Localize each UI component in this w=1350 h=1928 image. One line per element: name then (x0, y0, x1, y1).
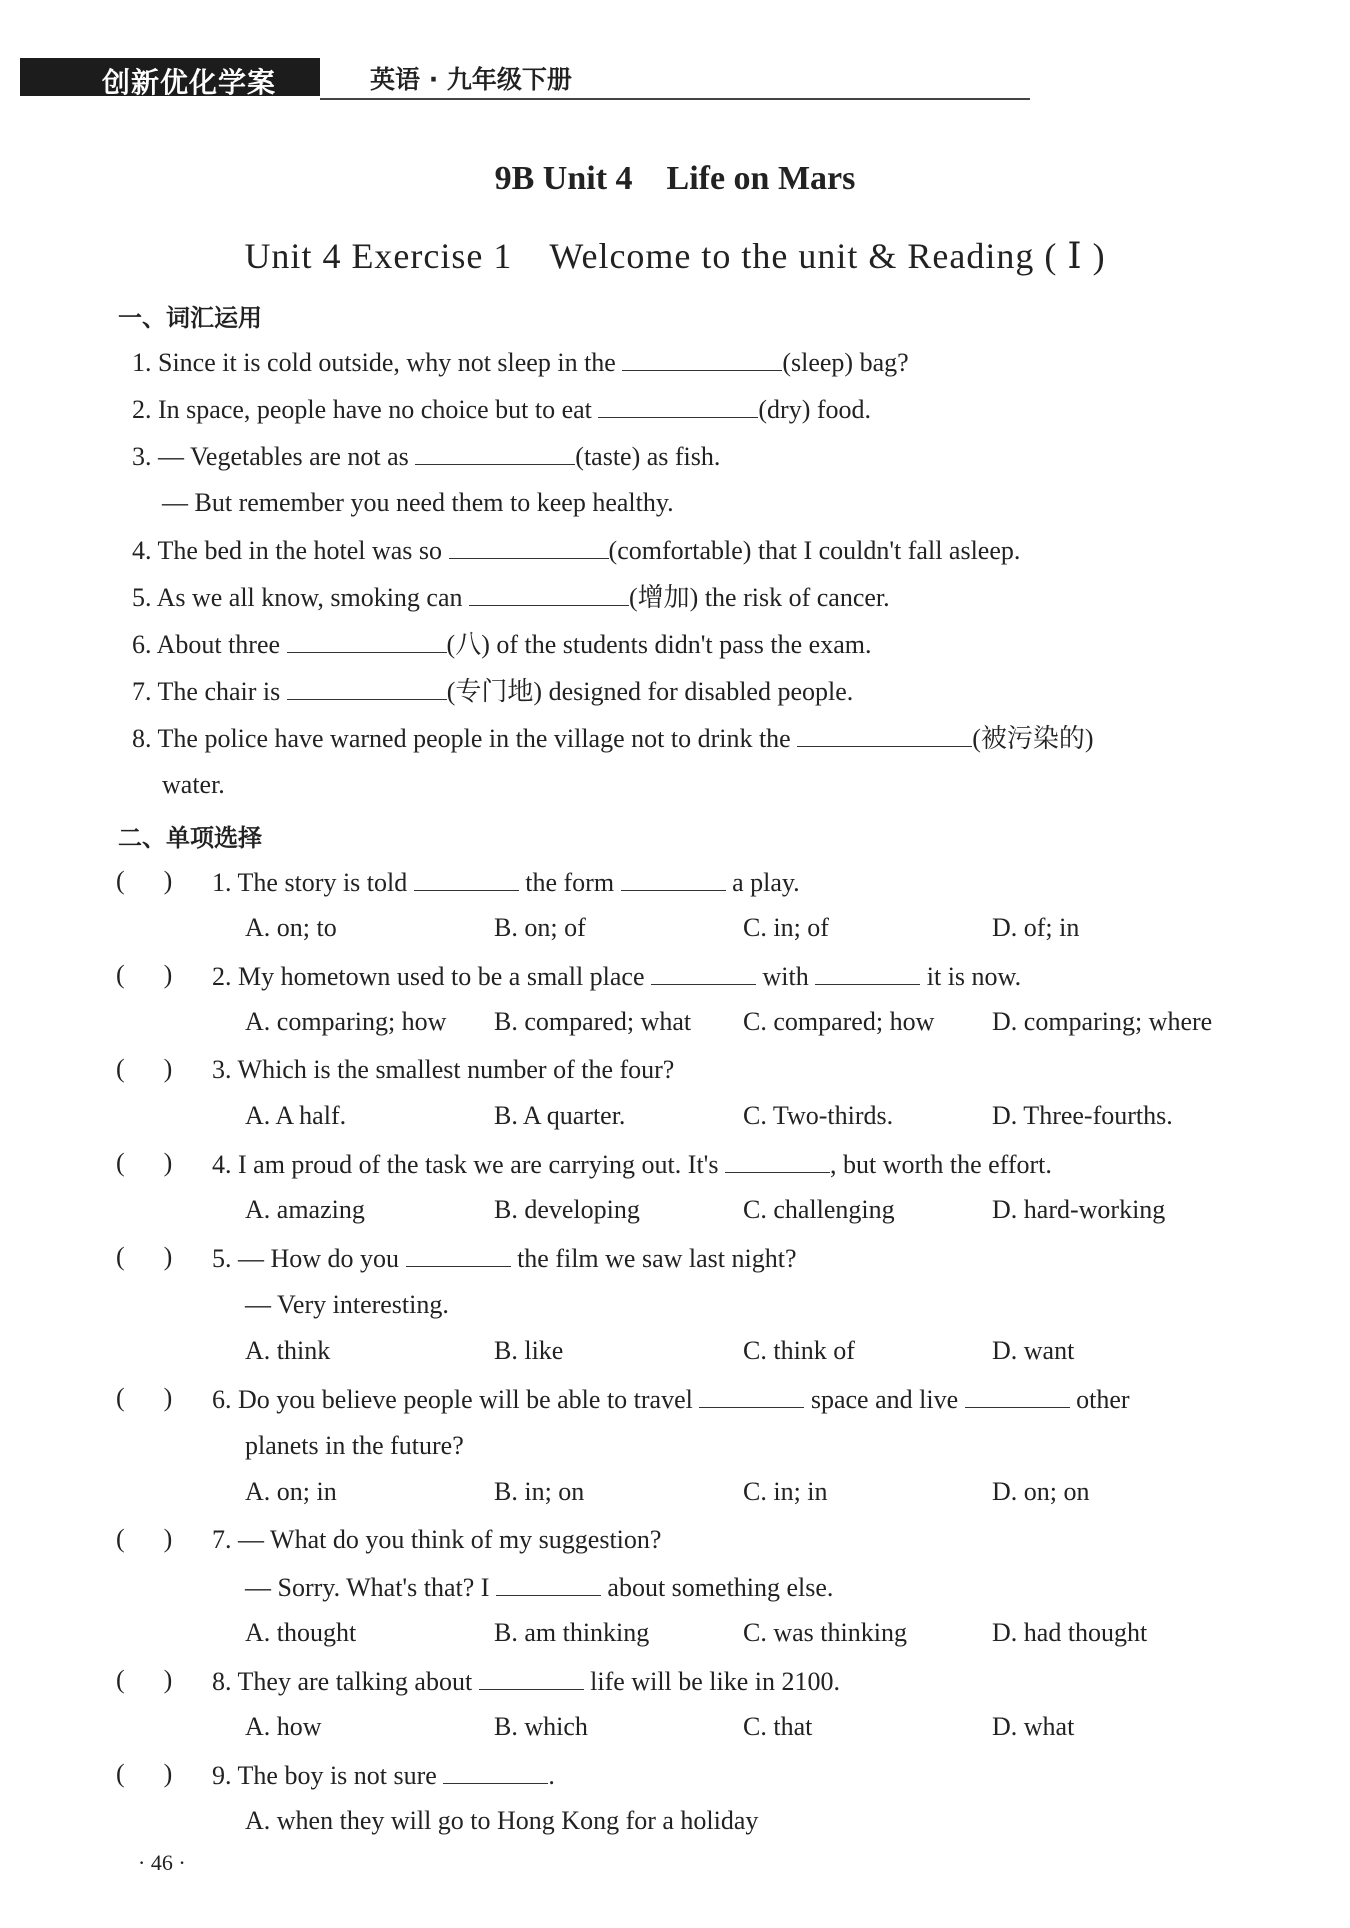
option-b[interactable]: B. in; on (494, 1477, 585, 1506)
option-c[interactable]: C. compared; how (743, 1007, 935, 1036)
mc-question-9: 9. The boy is not sure . (212, 1761, 555, 1790)
option-a[interactable]: A. on; to (245, 913, 337, 942)
answer-blank (725, 1148, 830, 1173)
mc-question-7: 7. — What do you think of my suggestion? (212, 1525, 662, 1554)
vocab-question-8: 8. The police have warned people in the village not to drink the (被污染的) (132, 724, 1094, 753)
option-b[interactable]: B. which (494, 1712, 588, 1741)
mc-question-4: 4. I am proud of the task we are carrying out. It's , but worth the effort. (212, 1150, 1052, 1179)
answer-blank[interactable] (415, 440, 575, 465)
answer-blank[interactable] (469, 581, 629, 606)
answer-bracket[interactable]: ( ) (116, 960, 173, 989)
unit-title: 9B Unit 4 Life on Mars (494, 160, 856, 197)
option-c[interactable]: C. think of (743, 1336, 855, 1365)
option-a[interactable]: A. thought (245, 1618, 357, 1647)
option-d[interactable]: D. had thought (992, 1618, 1148, 1647)
exercise-title: Unit 4 Exercise 1 Welcome to the unit & Reading ( Ⅰ ) (244, 236, 1106, 276)
mc-question-5-reply: — Very interesting. (245, 1290, 449, 1319)
answer-blank[interactable] (598, 393, 758, 418)
option-d[interactable]: D. comparing; where (992, 1007, 1213, 1036)
answer-bracket[interactable]: ( ) (116, 1524, 173, 1553)
option-d[interactable]: D. of; in (992, 913, 1080, 942)
option-a[interactable]: A. when they will go to Hong Kong for a holiday (245, 1806, 759, 1835)
vocab-question-2: 2. In space, people have no choice but to eat (dry) food. (132, 395, 872, 424)
mc-question-6-cont: planets in the future? (245, 1431, 464, 1460)
answer-blank (414, 866, 519, 891)
answer-blank (965, 1383, 1070, 1408)
mc-question-5: 5. — How do you the film we saw last night? (212, 1244, 797, 1273)
section2-title: 二、单项选择 (118, 824, 262, 852)
answer-blank (479, 1665, 584, 1690)
option-d[interactable]: D. what (992, 1712, 1075, 1741)
page-number: · 46 · (138, 1850, 186, 1875)
option-c[interactable]: C. was thinking (743, 1618, 907, 1647)
option-d[interactable]: D. hard-working (992, 1195, 1166, 1224)
vocab-question-1: 1. Since it is cold outside, why not sleep in the (sleep) bag? (132, 348, 909, 377)
answer-bracket[interactable]: ( ) (116, 1242, 173, 1271)
vocab-question-3-reply: — But remember you need them to keep healthy. (162, 488, 674, 517)
answer-blank[interactable] (622, 346, 782, 371)
option-c[interactable]: C. in; of (743, 913, 829, 942)
option-d[interactable]: D. Three-fourths. (992, 1101, 1173, 1130)
option-d[interactable]: D. on; on (992, 1477, 1090, 1506)
option-a[interactable]: A. A half. (245, 1101, 347, 1130)
mc-question-3: 3. Which is the smallest number of the four? (212, 1055, 675, 1084)
header-brand-bar (20, 58, 320, 99)
option-a[interactable]: A. amazing (245, 1195, 365, 1224)
vocab-question-5: 5. As we all know, smoking can (增加) the risk of cancer. (132, 583, 890, 612)
vocab-question-7: 7. The chair is (专门地) designed for disabled people. (132, 677, 854, 706)
vocab-question-6: 6. About three (八) of the students didn't pass the exam. (132, 630, 872, 659)
answer-blank (815, 960, 920, 985)
vocab-question-3: 3. — Vegetables are not as (taste) as fish. (132, 442, 721, 471)
option-b[interactable]: B. compared; what (494, 1007, 692, 1036)
answer-blank (621, 866, 726, 891)
vocab-question-4: 4. The bed in the hotel was so (comfortable) that I couldn't fall asleep. (132, 536, 1021, 565)
option-b[interactable]: B. like (494, 1336, 564, 1365)
option-c[interactable]: C. Two-thirds. (743, 1101, 894, 1130)
answer-bracket[interactable]: ( ) (116, 1759, 173, 1788)
answer-blank[interactable] (287, 628, 447, 653)
option-c[interactable]: C. in; in (743, 1477, 828, 1506)
answer-blank[interactable] (287, 675, 447, 700)
option-b[interactable]: B. on; of (494, 913, 586, 942)
option-c[interactable]: C. that (743, 1712, 813, 1741)
answer-bracket[interactable]: ( ) (116, 1665, 173, 1694)
answer-bracket[interactable]: ( ) (116, 866, 173, 895)
option-b[interactable]: B. am thinking (494, 1618, 650, 1647)
mc-question-1: 1. The story is told the form a play. (212, 868, 800, 897)
header-divider (320, 98, 1030, 100)
answer-blank (406, 1242, 511, 1267)
option-a[interactable]: A. how (245, 1712, 322, 1741)
answer-blank (651, 960, 756, 985)
answer-blank (443, 1759, 548, 1784)
answer-blank (699, 1383, 804, 1408)
option-b[interactable]: B. A quarter. (494, 1101, 626, 1130)
answer-blank[interactable] (449, 534, 609, 559)
section1-title: 一、词汇运用 (118, 304, 262, 332)
answer-blank[interactable] (797, 722, 972, 747)
header-brand: 创新优化学案 (102, 66, 277, 99)
option-a[interactable]: A. on; in (245, 1477, 337, 1506)
answer-bracket[interactable]: ( ) (116, 1054, 173, 1083)
answer-bracket[interactable]: ( ) (116, 1148, 173, 1177)
mc-question-7-reply: — Sorry. What's that? I about something else. (245, 1573, 834, 1602)
answer-bracket[interactable]: ( ) (116, 1383, 173, 1412)
option-c[interactable]: C. challenging (743, 1195, 895, 1224)
vocab-question-8-cont: water. (162, 770, 225, 799)
option-d[interactable]: D. want (992, 1336, 1075, 1365)
option-a[interactable]: A. comparing; how (245, 1007, 447, 1036)
header-subject: 英语 · 九年级下册 (370, 65, 572, 94)
mc-question-6: 6. Do you believe people will be able to travel space and live other (212, 1385, 1130, 1414)
mc-question-8: 8. They are talking about life will be like in 2100. (212, 1667, 841, 1696)
option-b[interactable]: B. developing (494, 1195, 640, 1224)
mc-question-2: 2. My hometown used to be a small place with it is now. (212, 962, 1022, 991)
option-a[interactable]: A. think (245, 1336, 331, 1365)
answer-blank (496, 1571, 601, 1596)
